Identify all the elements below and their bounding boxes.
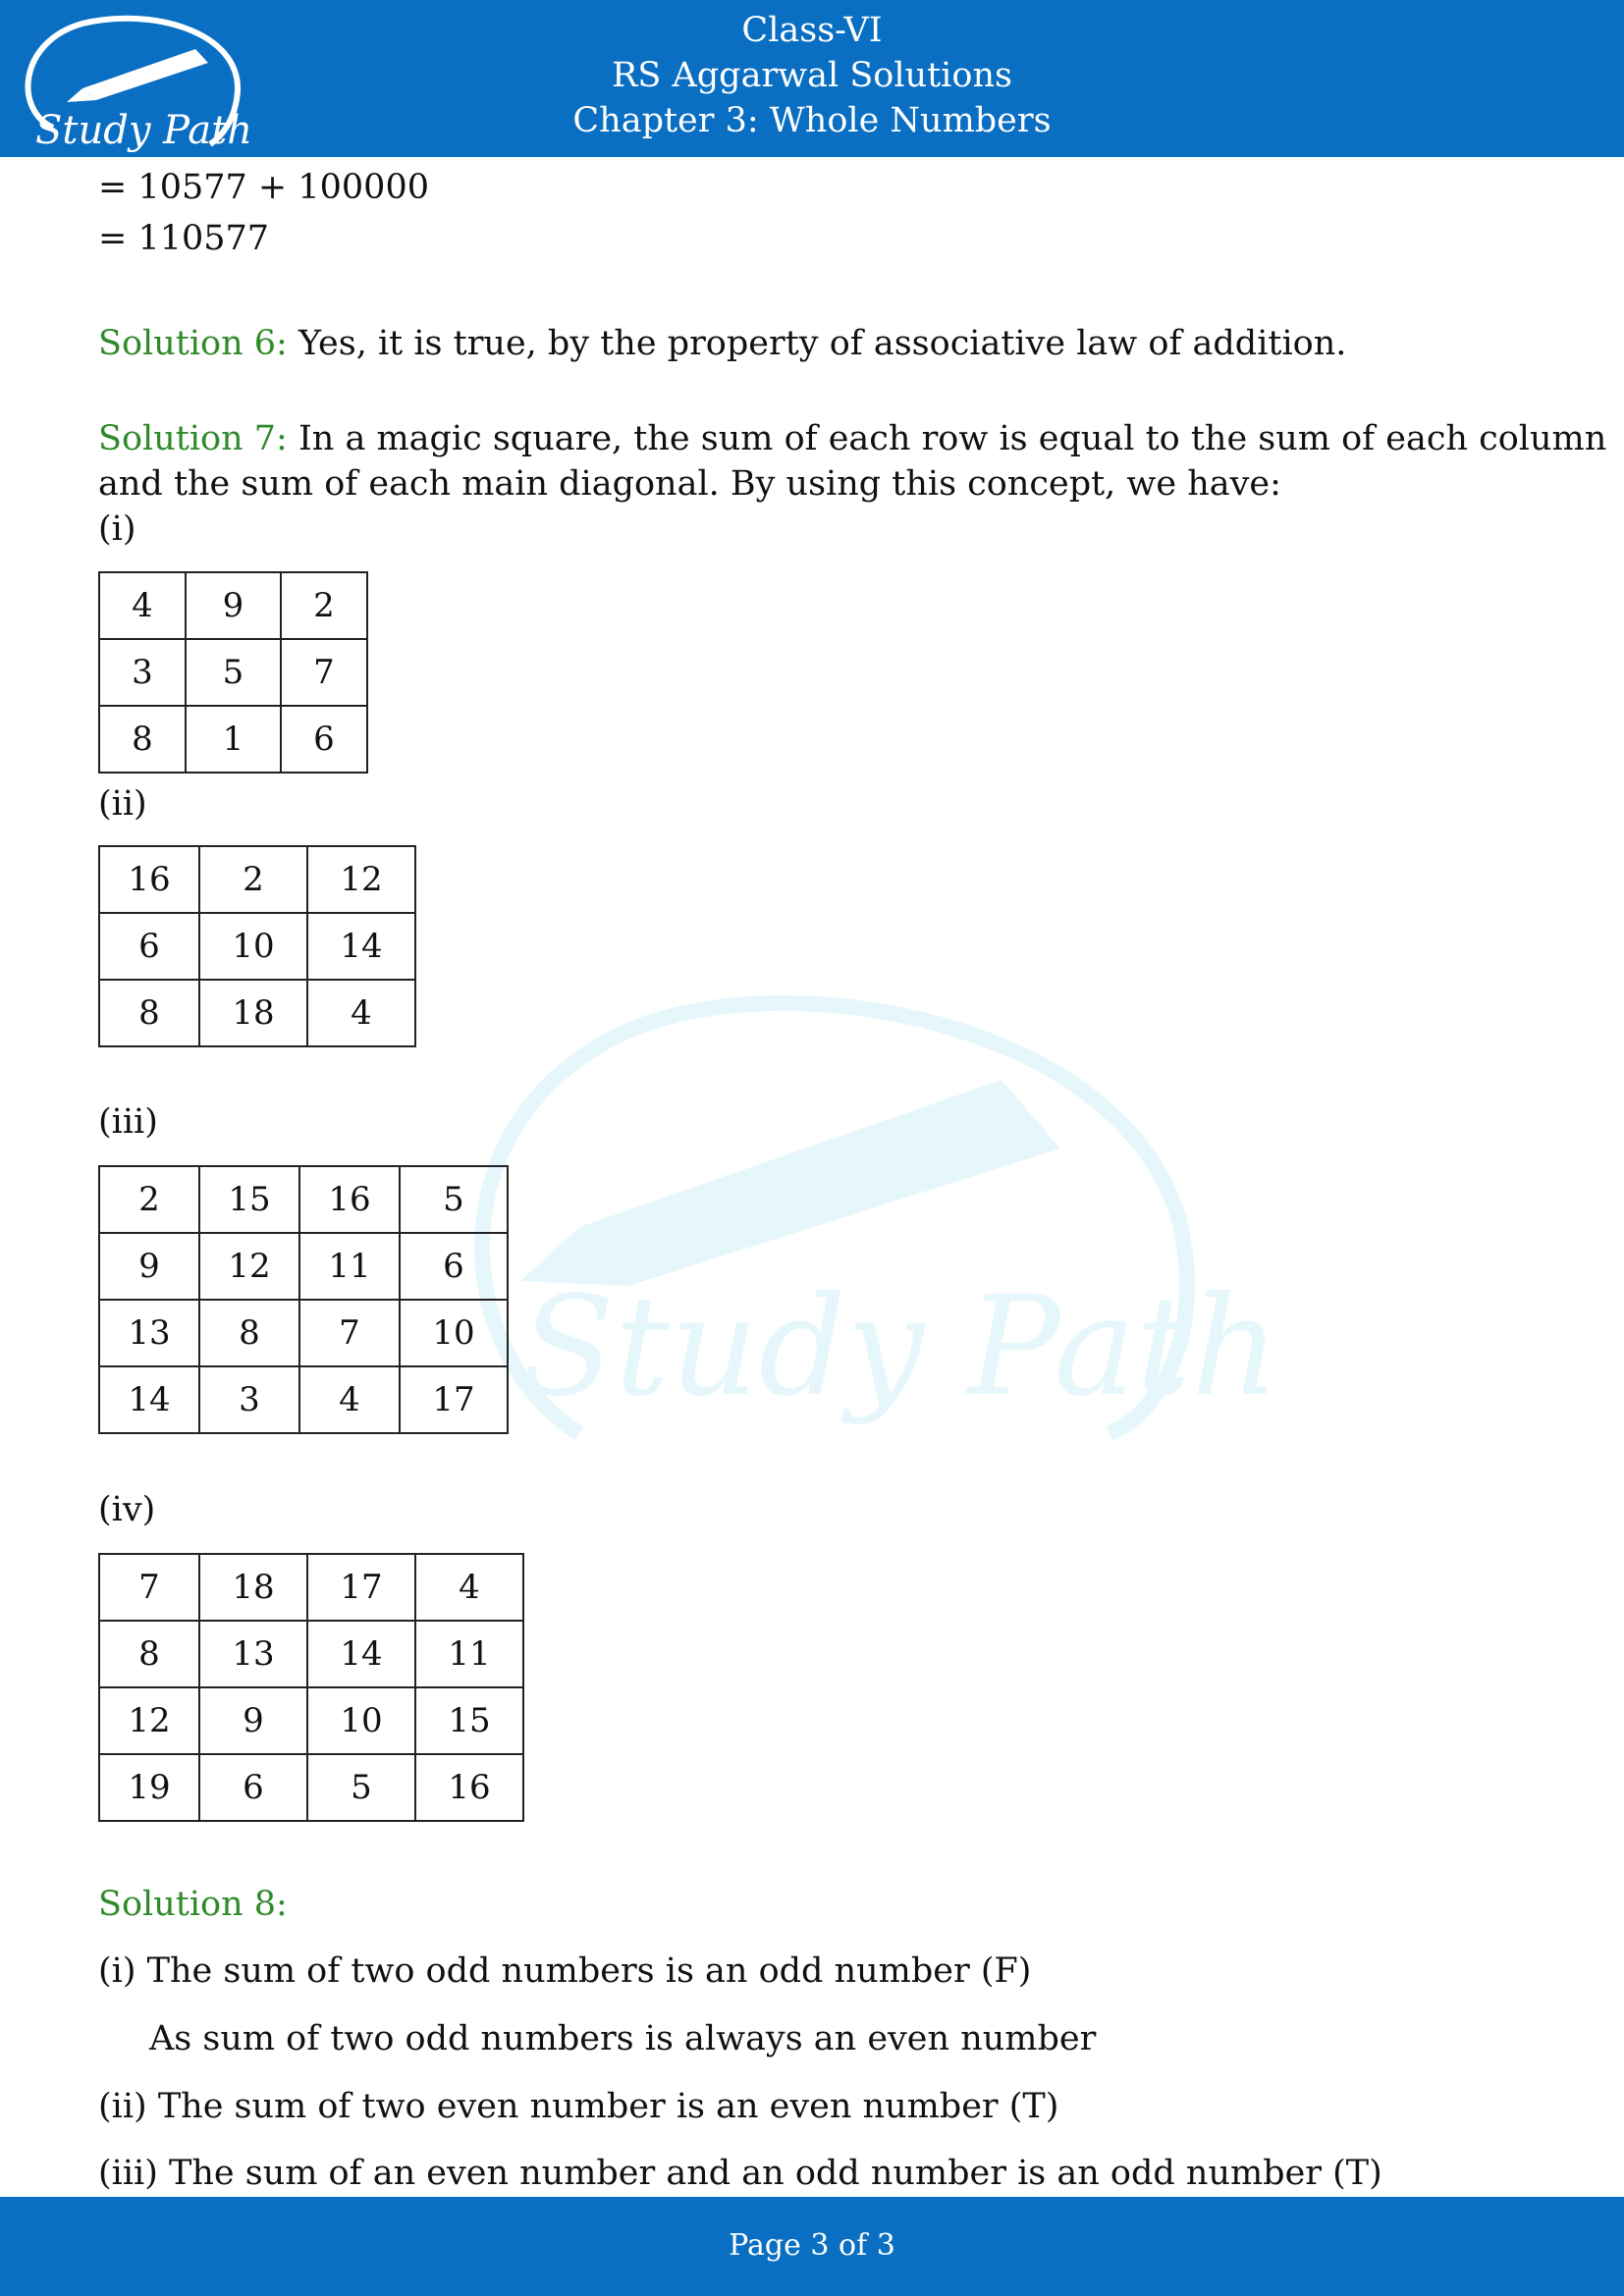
table-cell: 10: [199, 913, 307, 980]
table-cell: 14: [99, 1366, 199, 1433]
table-cell: 17: [400, 1366, 508, 1433]
table-cell: 18: [199, 1554, 307, 1621]
table-cell: 10: [400, 1300, 508, 1366]
table-cell: 11: [299, 1233, 400, 1300]
table-cell: 5: [186, 639, 281, 706]
svg-text:Study Path: Study Path: [520, 1267, 1280, 1427]
magic-square-1: [98, 571, 368, 774]
study-path-watermark: [432, 962, 1280, 1472]
table-row: [99, 706, 367, 773]
table-cell: 9: [186, 572, 281, 639]
table-cell: 6: [99, 913, 199, 980]
solution-8-item-3: (iii) The sum of an even number and an odd number is an odd number (T): [98, 2154, 1382, 2193]
solution-6: [98, 321, 1346, 366]
table-cell: 8: [99, 706, 186, 773]
solution-8-item-2: (ii) The sum of two even number is an even number (T): [98, 2087, 1059, 2126]
table-cell: 10: [307, 1687, 415, 1754]
solution-7-text-line-1: In a magic square, the sum of each row is equal to the sum of each column: [287, 419, 1607, 458]
table-row: [99, 1687, 523, 1754]
solution-6-text: Yes, it is true, by the property of associative law of addition.: [287, 324, 1347, 363]
table-cell: 14: [307, 1621, 415, 1687]
table-cell: 4: [415, 1554, 523, 1621]
table-cell: 12: [307, 846, 415, 913]
table-cell: 7: [281, 639, 367, 706]
table-cell: 15: [199, 1166, 299, 1233]
table-cell: 5: [307, 1754, 415, 1821]
table-cell: 8: [99, 980, 199, 1046]
table-cell: 6: [400, 1233, 508, 1300]
square-4-label: (iv): [98, 1490, 156, 1529]
table-cell: 13: [99, 1300, 199, 1366]
table-cell: 2: [281, 572, 367, 639]
table-cell: 8: [99, 1621, 199, 1687]
solution-8-item-1: (i) The sum of two odd numbers is an odd number (F): [98, 1951, 1032, 1991]
table-row: [99, 913, 415, 980]
table-cell: 15: [415, 1687, 523, 1754]
table-cell: 11: [415, 1621, 523, 1687]
table-cell: 12: [199, 1233, 299, 1300]
solution-8-note: As sum of two odd numbers is always an even number: [149, 2019, 1097, 2058]
table-row: [99, 980, 415, 1046]
table-cell: 19: [99, 1754, 199, 1821]
table-row: [99, 1366, 508, 1433]
table-row: [99, 639, 367, 706]
table-row: [99, 1554, 523, 1621]
table-cell: 1: [186, 706, 281, 773]
solution-7: [98, 416, 1606, 461]
table-row: [99, 1233, 508, 1300]
table-cell: 3: [199, 1366, 299, 1433]
table-cell: 7: [299, 1300, 400, 1366]
page-footer: [0, 2197, 1624, 2296]
table-cell: 6: [281, 706, 367, 773]
table-cell: 9: [199, 1687, 307, 1754]
solution-6-label: Solution 6:: [98, 324, 288, 363]
table-cell: 16: [99, 846, 199, 913]
table-cell: 3: [99, 639, 186, 706]
table-cell: 13: [199, 1621, 307, 1687]
page-header: [0, 0, 1624, 157]
table-row: [99, 1754, 523, 1821]
table-cell: 12: [99, 1687, 199, 1754]
table-row: [99, 846, 415, 913]
equation-line-1: = 10577 + 100000: [98, 168, 429, 207]
table-row: [99, 1166, 508, 1233]
table-cell: 18: [199, 980, 307, 1046]
table-cell: 6: [199, 1754, 307, 1821]
magic-square-4: [98, 1553, 524, 1822]
table-cell: 4: [307, 980, 415, 1046]
table-cell: 16: [299, 1166, 400, 1233]
table-cell: 16: [415, 1754, 523, 1821]
page-number: Page 3 of 3: [729, 2228, 895, 2263]
table-cell: 2: [199, 846, 307, 913]
table-cell: 4: [99, 572, 186, 639]
table-cell: 8: [199, 1300, 299, 1366]
magic-square-2: [98, 845, 416, 1047]
table-cell: 2: [99, 1166, 199, 1233]
table-row: [99, 572, 367, 639]
solution-7-label: Solution 7:: [98, 419, 288, 458]
magic-square-3: [98, 1165, 509, 1434]
table-cell: 4: [299, 1366, 400, 1433]
equation-line-2: = 110577: [98, 219, 270, 258]
table-cell: 9: [99, 1233, 199, 1300]
table-row: [99, 1621, 523, 1687]
solution-8-label: Solution 8:: [98, 1885, 288, 1924]
svg-text:Study Path: Study Path: [35, 108, 252, 153]
square-2-label: (ii): [98, 784, 147, 824]
header-chapter: Chapter 3: Whole Numbers: [572, 101, 1052, 140]
square-3-label: (iii): [98, 1102, 158, 1142]
table-row: [99, 1300, 508, 1366]
table-cell: 17: [307, 1554, 415, 1621]
header-book: RS Aggarwal Solutions: [612, 56, 1012, 95]
square-1-label: (i): [98, 509, 136, 549]
header-class: Class-VI: [741, 11, 883, 50]
table-cell: 5: [400, 1166, 508, 1233]
table-cell: 7: [99, 1554, 199, 1621]
table-cell: 14: [307, 913, 415, 980]
solution-7-text-line-2: and the sum of each main diagonal. By using this concept, we have:: [98, 464, 1281, 504]
